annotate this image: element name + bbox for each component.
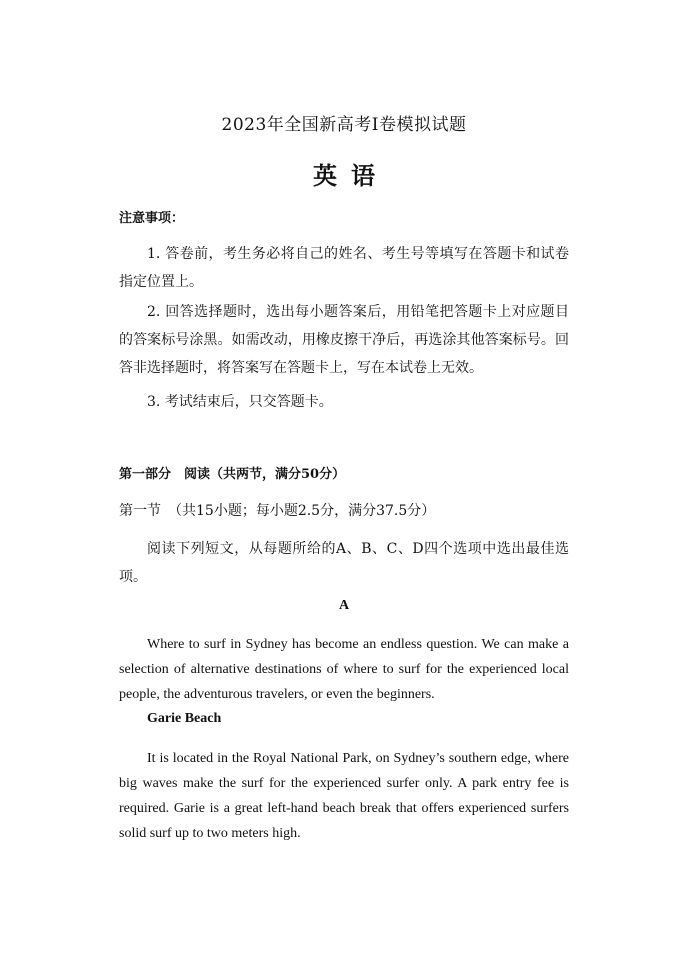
passage-letter: A [338, 598, 350, 613]
passage-intro: Where to surf in Sydney has become an endless question. We can make a selection of alternative destinations of where to surf for the experienced local people, the adventurous travelers, or even the beginners. [119, 637, 569, 702]
notice-heading: 注意事项： [119, 211, 185, 226]
beach-description: It is located in the Royal National Park, on Sydney’s southern edge, where big waves make the surf for the experienced surfer only. A park entry fee is required. Garie is a great left-hand beach break that offers experienced surfers solid surf up to two meters high. [119, 751, 569, 841]
notice-item-3: 3. 考试结束后，只交答题卡。 [147, 394, 333, 410]
subject-title: 英语 [313, 161, 389, 190]
section1-heading: 第一节 （共15小题；每小题2.5分，满分37.5分） [119, 503, 436, 519]
part1-heading: 第一部分 阅读（共两节，满分50分） [119, 467, 346, 482]
beach-heading: Garie Beach [147, 711, 222, 726]
exam-title: 2023年全国新高考Ⅰ卷模拟试题 [221, 115, 467, 135]
notice-item-1: 1. 答卷前，考生务必将自己的姓名、考生号等填写在答题卡和试卷指定位置上。 [119, 246, 569, 290]
notice-item-2: 2. 回答选择题时，选出每小题答案后，用铅笔把答题卡上对应题目的答案标号涂黑。如需改动，用橡皮擦干净后，再选涂其他答案标号。回答非选择题时，将答案写在答题卡上，写在本试卷上无效。 [119, 304, 569, 376]
reading-instruction: 阅读下列短文，从每题所给的A、B、C、D四个选项中选出最佳选项。 [119, 541, 569, 585]
